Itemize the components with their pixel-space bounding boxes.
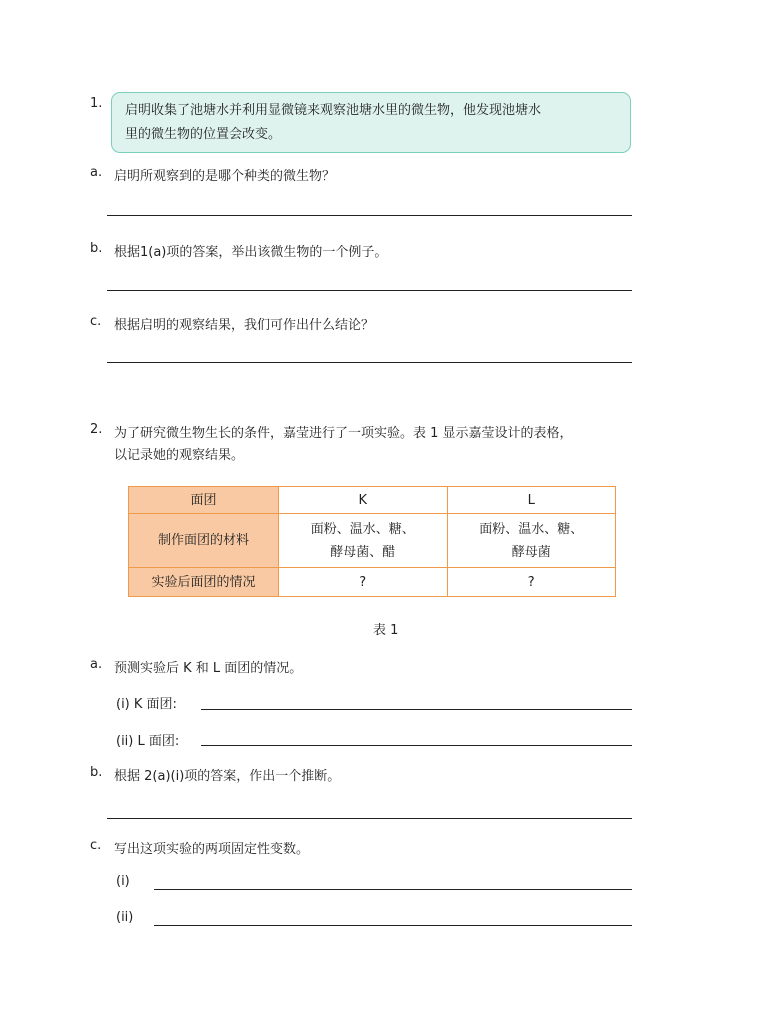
q2c-i-label: (i) [116, 874, 130, 889]
table-row [129, 568, 616, 597]
table-cell-result-l: ? [447, 568, 616, 597]
q2b-marker: b. [90, 765, 103, 780]
question-1-number: 1. [90, 96, 103, 111]
callout-line-2: 里的微生物的位置会改变。 [125, 127, 282, 142]
table-cell-ingredients-k [279, 514, 448, 568]
q2a-i-answer-line[interactable] [201, 685, 632, 710]
ingredients-l-line-1: 面粉、温水、糖、 [479, 521, 584, 537]
q1b-marker: b. [90, 241, 103, 256]
q2c-marker: c. [90, 838, 102, 853]
table-cell-dough-l: L [447, 487, 616, 514]
q1b-prompt: 根据1(a)项的答案，举出该微生物的一个例子。 [114, 245, 388, 260]
table-cell-dough-k: K [279, 487, 448, 514]
q1a-prompt: 启明所观察到的是哪个种类的微生物？ [114, 169, 336, 184]
q1b-answer-line[interactable] [107, 266, 632, 291]
q1c-marker: c. [90, 314, 102, 329]
q2b-answer-line[interactable] [107, 794, 632, 819]
q2a-marker: a. [90, 657, 103, 672]
observation-table [128, 486, 616, 597]
callout-line-1: 启明收集了池塘水并利用显微镜来观察池塘水里的微生物，他发现池塘水 [125, 103, 542, 118]
q2c-ii-label: (ii) [116, 910, 134, 925]
q2c-prompt: 写出这项实验的两项固定性变数。 [114, 842, 310, 857]
table-header-cell: 制作面团的材料 [129, 514, 279, 568]
table-row [129, 487, 616, 514]
q2c-ii-answer-line[interactable] [154, 901, 632, 926]
q1c-answer-line[interactable] [107, 338, 632, 363]
q2c-i-answer-line[interactable] [154, 865, 632, 890]
question-2-number: 2. [90, 422, 103, 437]
question-1-scenario-callout [111, 92, 631, 153]
q2a-ii-label: (ii) L 面团: [116, 734, 180, 749]
table-caption: 表 1 [373, 623, 399, 638]
table-cell-result-k: ? [279, 568, 448, 597]
q2a-prompt: 预测实验后 K 和 L 面团的情况。 [114, 661, 303, 676]
ingredients-k-line-2: 酵母菌、醋 [330, 544, 396, 560]
ingredients-l-line-2: 酵母菌 [511, 544, 551, 560]
table-header-cell: 面团 [129, 487, 279, 514]
table-row [129, 514, 616, 568]
q2a-ii-answer-line[interactable] [201, 721, 632, 746]
q1a-answer-line[interactable] [107, 191, 632, 216]
q2b-prompt: 根据 2(a)(i)项的答案，作出一个推断。 [114, 769, 341, 784]
q2a-i-label: (i) K 面团: [116, 697, 177, 712]
question-2-intro-line-1: 为了研究微生物生长的条件，嘉莹进行了一项实验。表 1 显示嘉莹设计的表格， [114, 426, 573, 441]
q1c-prompt: 根据启明的观察结果，我们可作出什么结论？ [114, 318, 375, 333]
ingredients-k-line-1: 面粉、温水、糖、 [310, 521, 415, 537]
table-cell-ingredients-l [447, 514, 616, 568]
table-header-cell: 实验后面团的情况 [129, 568, 279, 597]
question-2-intro-line-2: 以记录她的观察结果。 [114, 448, 245, 463]
q1a-marker: a. [90, 165, 103, 180]
